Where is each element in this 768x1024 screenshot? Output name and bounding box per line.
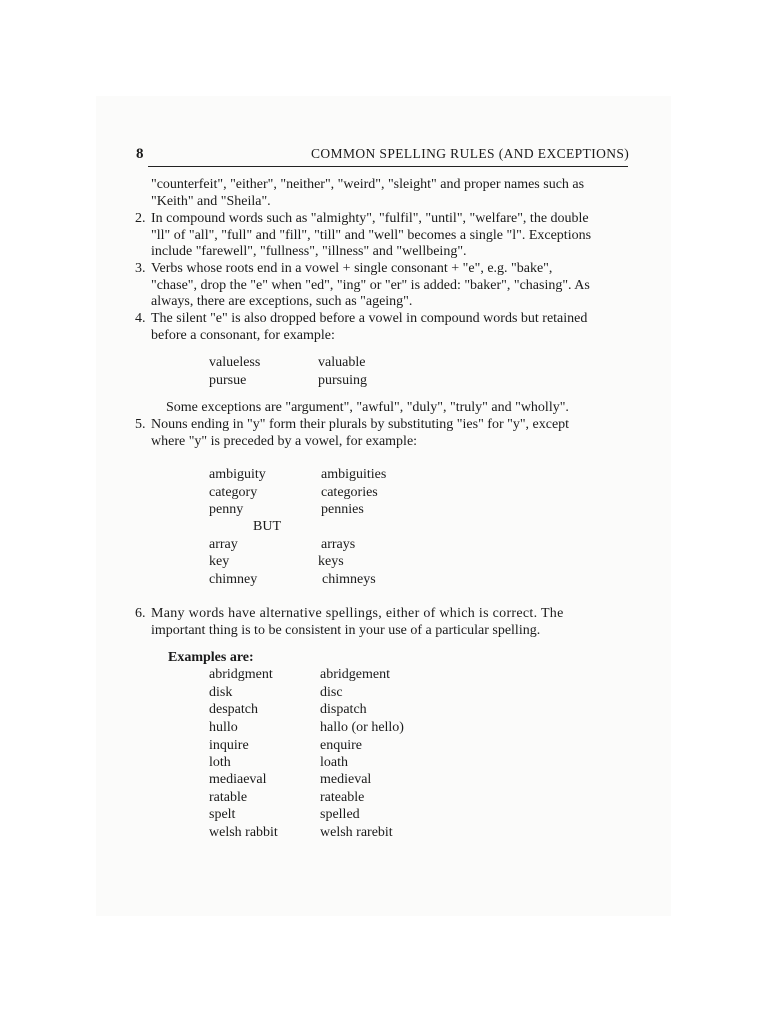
rule-number: 3. <box>135 261 146 276</box>
page-number: 8 <box>136 146 144 162</box>
rule-line: always, there are exceptions, such as "ageing". <box>151 294 413 309</box>
word-left: despatch <box>209 702 258 717</box>
word-right: disc <box>320 685 343 700</box>
word-left: spelt <box>209 807 236 822</box>
rule-number: 6. <box>135 606 146 621</box>
word-left: mediaeval <box>209 772 267 787</box>
word-right: keys <box>318 554 344 569</box>
word-right: abridgement <box>320 667 390 682</box>
word-right: medieval <box>320 772 372 787</box>
intro-line: "counterfeit", "either", "neither", "weird", "sleight" and proper names such as <box>151 177 585 192</box>
word-right: enquire <box>320 738 362 753</box>
word-left: hullo <box>209 720 238 735</box>
rule-line: Verbs whose roots end in a vowel + single consonant + "e", e.g. "bake", <box>151 261 553 276</box>
word-right: valuable <box>318 355 366 370</box>
word-left: valueless <box>209 355 261 370</box>
word-left: welsh rabbit <box>209 825 278 840</box>
word-left: abridgment <box>209 667 273 682</box>
word-left: chimney <box>209 572 258 587</box>
rule-number: 4. <box>135 311 146 326</box>
word-right: rateable <box>320 790 365 805</box>
word-right: categories <box>321 485 378 500</box>
rule-line: include "farewell", "fullness", "illness" and "wellbeing". <box>151 244 467 259</box>
rule-line: The silent "e" is also dropped before a vowel in compound words but retained <box>151 311 588 326</box>
examples-label: Examples are: <box>168 650 254 665</box>
word-right: dispatch <box>320 702 367 717</box>
rule-line: "ll" of "all", "full" and "fill", "till" and "well" becomes a single "l". Exceptions <box>151 228 592 243</box>
rule-line: Nouns ending in "y" form their plurals by substituting "ies" for "y", except <box>151 417 570 432</box>
word-left: inquire <box>209 738 249 753</box>
rule-line: Many words have alternative spellings, either of which is correct. The <box>151 606 564 621</box>
word-left: disk <box>209 685 233 700</box>
rule-line: before a consonant, for example: <box>151 328 335 343</box>
rule-number: 2. <box>135 211 146 226</box>
word-right: loath <box>320 755 348 770</box>
word-right: pursuing <box>318 373 367 388</box>
word-right: chimneys <box>322 572 376 587</box>
but-separator: BUT <box>253 519 281 534</box>
word-left: penny <box>209 502 244 517</box>
rule-line: In compound words such as "almighty", "fulfil", "until", "welfare", the double <box>151 211 589 226</box>
rule-line: important thing is to be consistent in your use of a particular spelling. <box>151 623 541 638</box>
word-left: loth <box>209 755 231 770</box>
word-right: ambiguities <box>321 467 387 482</box>
word-right: hallo (or hello) <box>320 720 404 735</box>
word-left: array <box>209 537 238 552</box>
word-left: category <box>209 485 258 500</box>
rule-number: 5. <box>135 417 146 432</box>
word-right: welsh rarebit <box>320 825 393 840</box>
word-right: spelled <box>320 807 360 822</box>
running-header-title: COMMON SPELLING RULES (AND EXCEPTIONS) <box>311 146 630 161</box>
word-left: ambiguity <box>209 467 266 482</box>
word-right: pennies <box>321 502 364 517</box>
word-left: pursue <box>209 373 247 388</box>
header-rule <box>148 166 628 167</box>
intro-line: "Keith" and "Sheila". <box>151 194 271 209</box>
rule-line: where "y" is preceded by a vowel, for example: <box>151 434 418 449</box>
word-right: arrays <box>321 537 356 552</box>
exceptions-line: Some exceptions are "argument", "awful", "duly", "truly" and "wholly". <box>166 400 569 415</box>
word-left: key <box>209 554 230 569</box>
rule-line: "chase", drop the "e" when "ed", "ing" or "er" is added: "baker", "chasing". As <box>151 278 590 293</box>
word-left: ratable <box>209 790 248 805</box>
